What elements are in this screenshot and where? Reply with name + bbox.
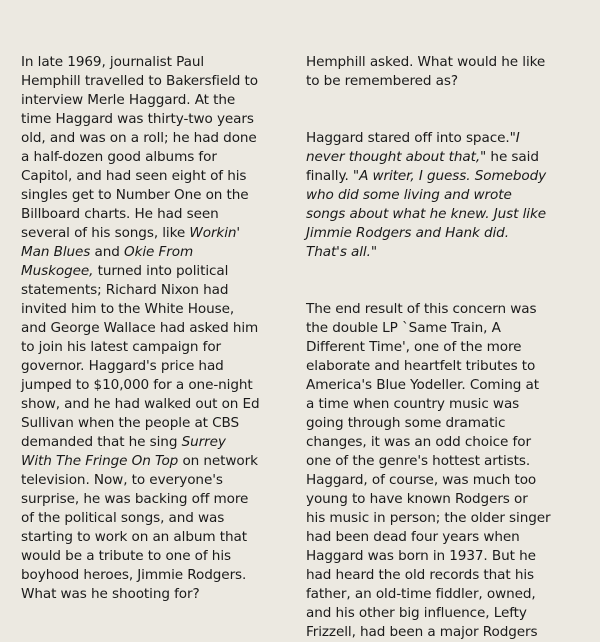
text-run: and xyxy=(90,244,124,260)
text-run: Hemphill asked. What would he like to be remembered as? xyxy=(306,54,546,89)
right-column xyxy=(306,34,586,642)
song-title-italic: Workin' Man Blues xyxy=(21,225,241,260)
paragraph xyxy=(306,110,586,262)
quote-italic: "I never thought about that," xyxy=(306,130,520,165)
text-run: Haggard stared off into space. xyxy=(306,130,510,146)
text-run: In late 1969, journalist Paul Hemphill travelled to Bakersfield to interview Merle Haggard. At the time Haggard was thirty-two years old, and was on a roll; he had done a half-dozen good albums for Capitol, and had seen eight of his singles get to Number One on the Billboard charts. He had seen several of his songs, like xyxy=(21,54,258,241)
paragraph xyxy=(306,281,586,642)
song-title-italic: Surrey With The Fringe On Top xyxy=(21,434,226,469)
paragraph xyxy=(21,34,273,604)
quote-italic: "A writer, I guess. Somebody who did some living and wrote songs about what he knew. Just like Jimmie Rodgers and Hank did. That's all." xyxy=(306,168,547,260)
text-run: turned into political statements; Richard Nixon had invited him to the White House, and George Wallace had asked him to join his latest campaign for governor. Haggard's price had jumped to $10,000 for a one-night show, and he had walked out on Ed Sullivan when the people at CBS demanded that he sing xyxy=(21,263,260,450)
text-run: The end result of this concern was the double LP `Same Train, A Different Time', one of the more elaborate and heartfelt tributes to America's Blue Yodeller. Coming at a time when country music was going through some dramatic changes, it was an odd choice for one of the genre's hottest artists. Haggard, of course, was much too young to have known Rodgers or his music in person; the older singer had been dead four years when Haggard was born in 1937. But he had heard the old records that his father, an old-time fiddler, owned, and his other big influence, Lefty Frizzell, had been a major Rodgers xyxy=(306,301,551,640)
text-run: on network television. Now, to everyone's surprise, he was backing off more of the political songs, and was starting to work on an album that would be a tribute to one of his boyhood heroes, Jimmie Rodgers. What was he shooting for? xyxy=(21,453,258,602)
text-run: he said finally. xyxy=(306,149,539,184)
song-title-italic: Okie From Muskogee, xyxy=(21,244,194,279)
paragraph xyxy=(306,34,586,91)
left-column xyxy=(21,34,273,604)
